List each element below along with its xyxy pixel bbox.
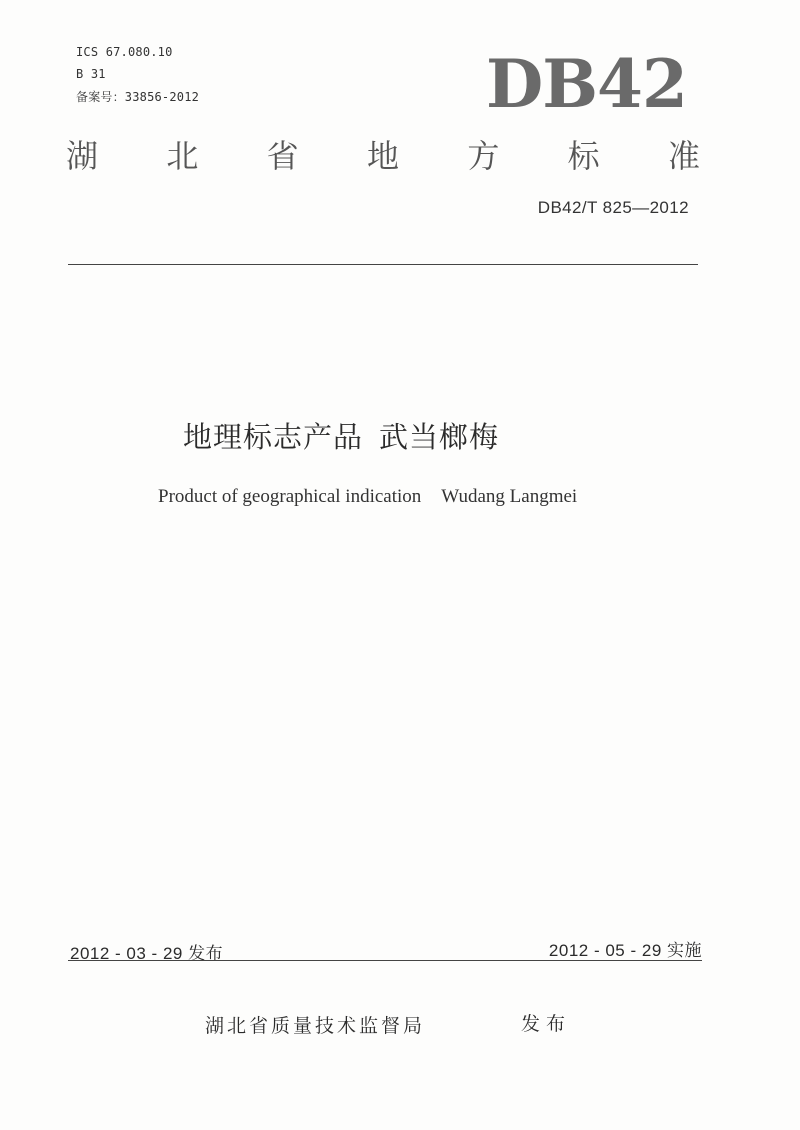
english-title <box>158 486 577 508</box>
english-title-product: Wudang Langmei <box>441 486 578 507</box>
record-number: 备案号：33856-2012 <box>76 90 200 104</box>
classification-code: B 31 <box>76 67 106 81</box>
standard-type-char: 湖 <box>66 137 99 175</box>
standard-type-char: 省 <box>266 137 299 175</box>
bottom-divider <box>68 960 702 961</box>
issuing-authority: 湖北省质量技术监督局 <box>205 1015 426 1037</box>
issue-date: 2012 - 03 - 29 发布 <box>70 944 224 963</box>
db42-logo: DB42 <box>486 45 687 123</box>
issue-label: 发布 <box>521 1013 572 1035</box>
chinese-title <box>183 419 499 455</box>
standard-type-char: 地 <box>366 137 399 175</box>
standard-type-char: 北 <box>166 137 199 175</box>
ics-code: ICS 67.080.10 <box>76 45 173 59</box>
top-divider <box>68 264 698 265</box>
standard-type-char: 标 <box>567 137 600 175</box>
standard-type-char: 准 <box>667 137 700 175</box>
chinese-title-product: 武当榔梅 <box>379 420 500 454</box>
standard-type-char: 方 <box>467 137 500 175</box>
implementation-date: 2012 - 05 - 29 实施 <box>548 941 702 960</box>
english-title-main: Product of geographical indication <box>158 486 422 507</box>
standard-number: DB42/T 825—2012 <box>537 198 689 217</box>
chinese-title-main: 地理标志产品 <box>183 420 364 454</box>
standard-type-heading <box>66 136 700 176</box>
